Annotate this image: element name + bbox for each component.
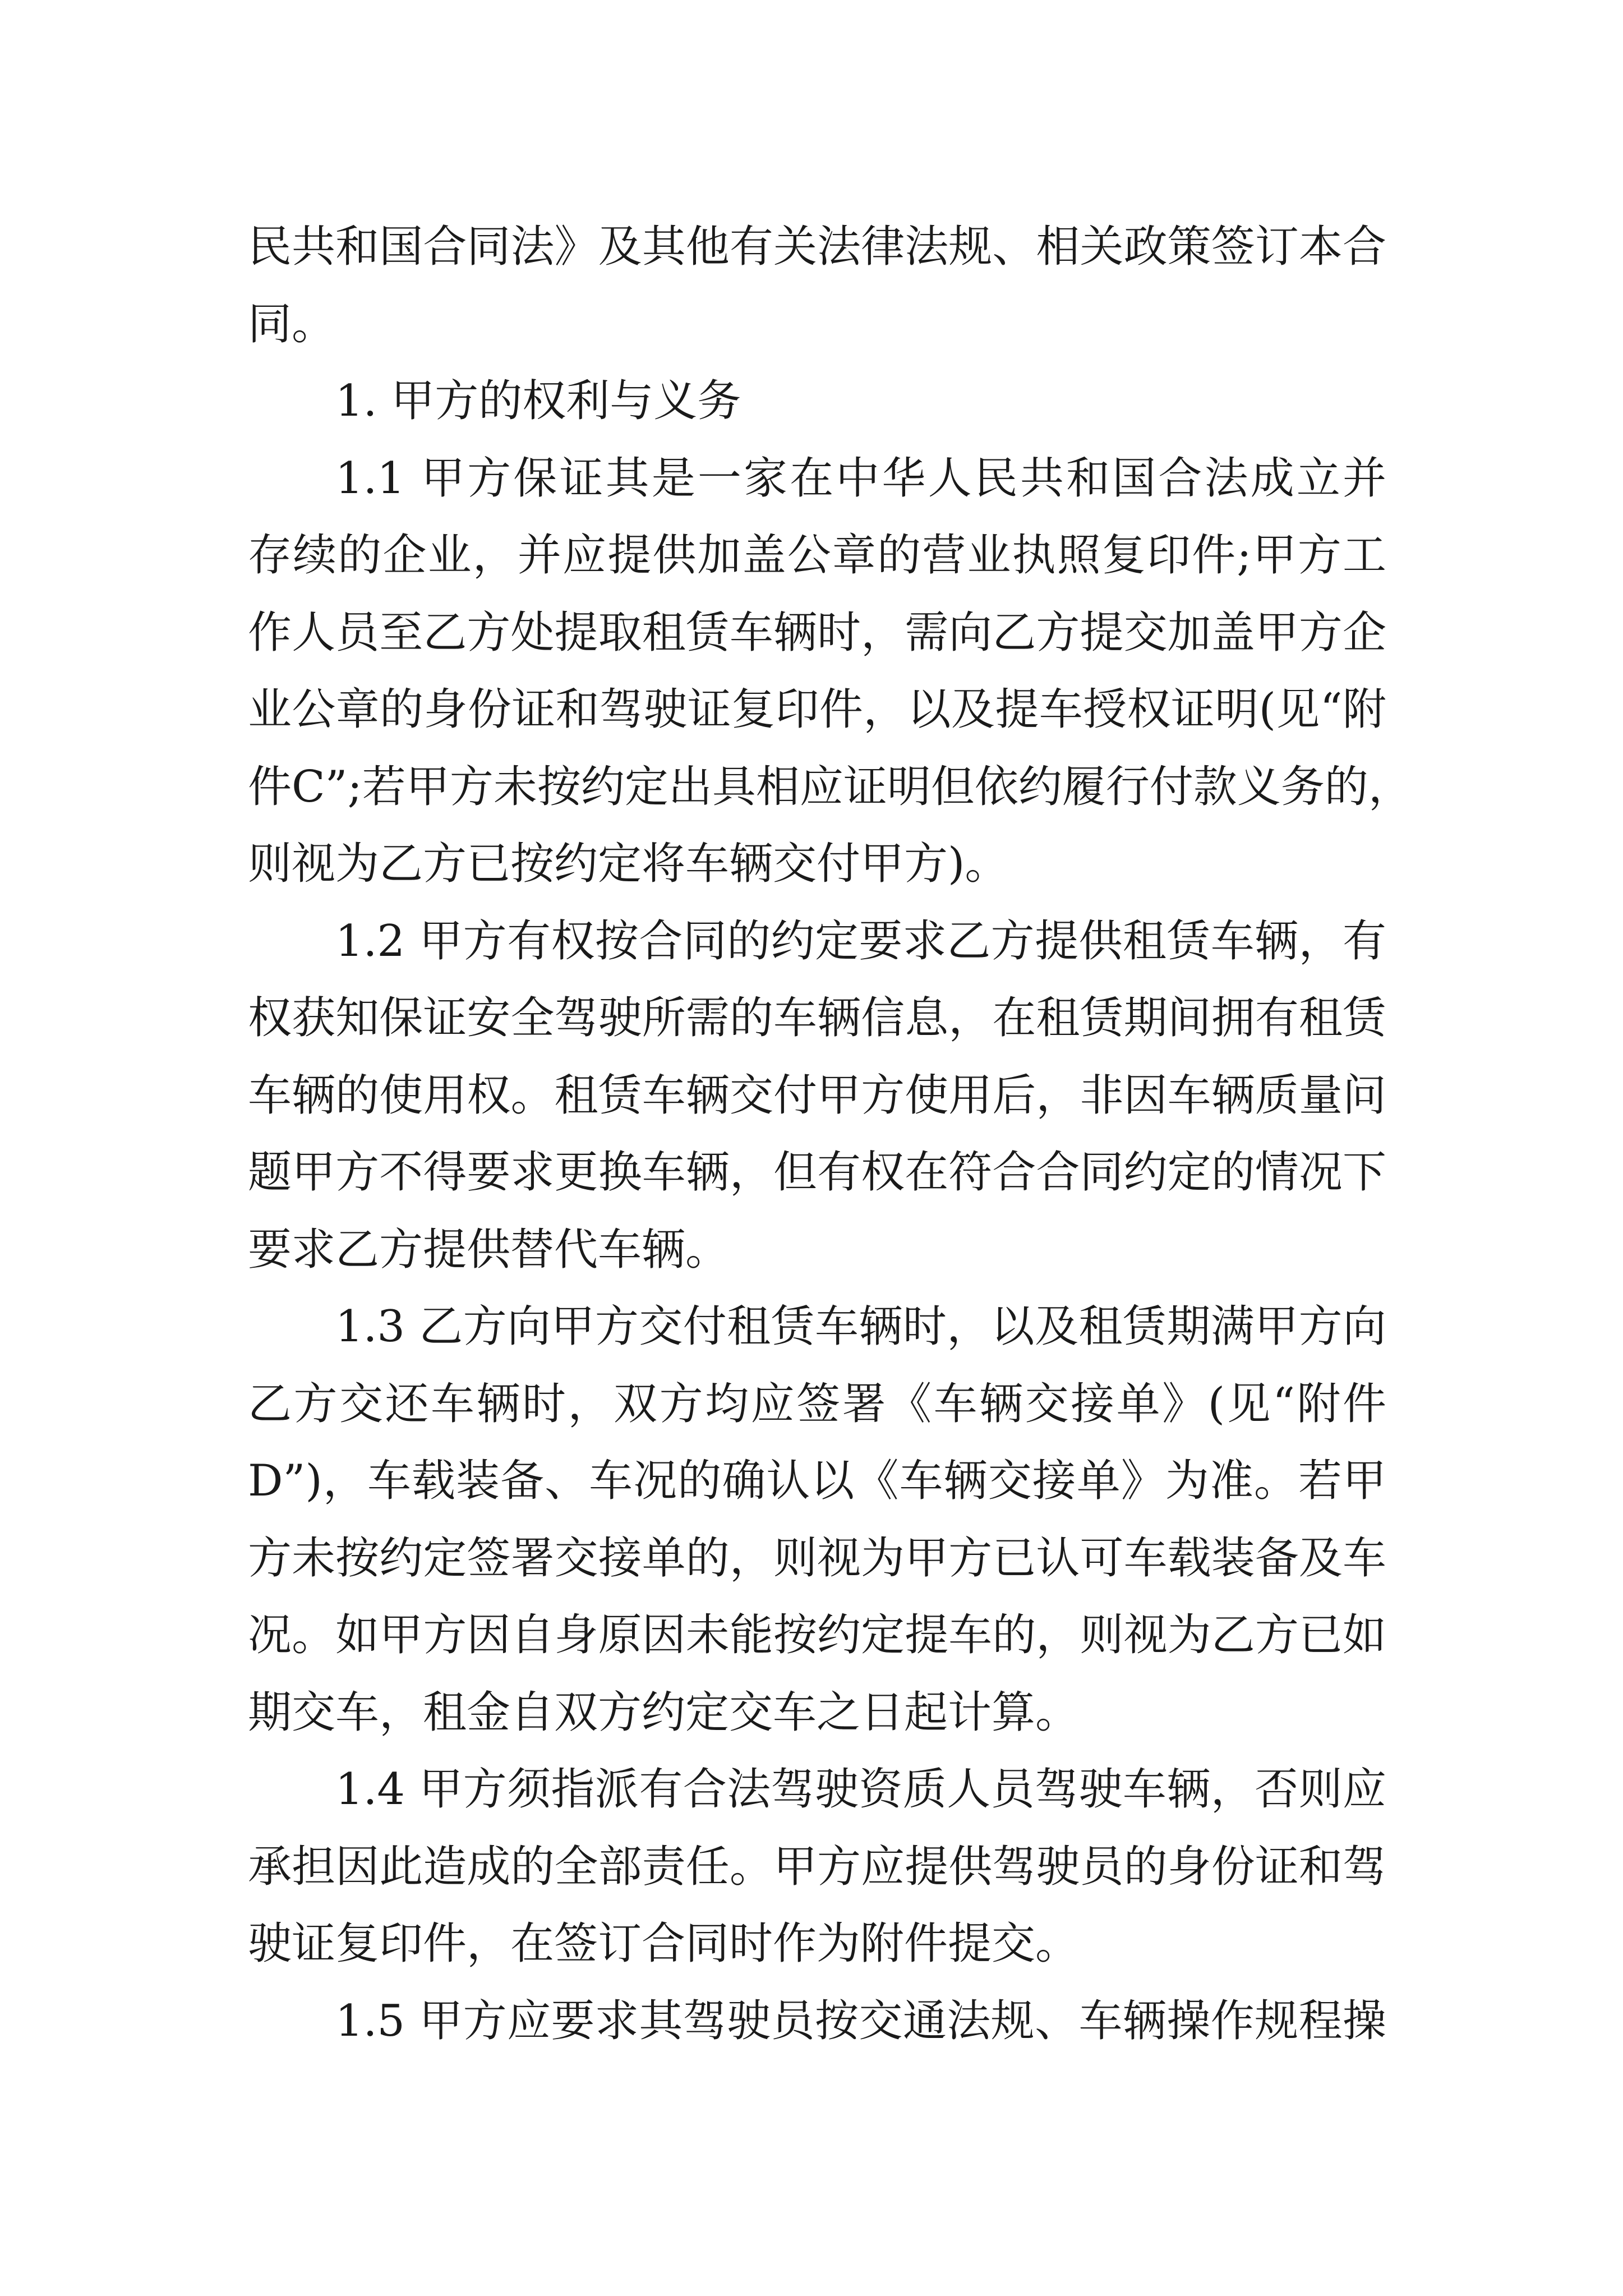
text-line: 民共和国合同法》及其他有关法律法规、相关政策签订本合 [248, 222, 1386, 272]
text-line: 车辆的使用权。租赁车辆交付甲方使用后，非因车辆质量问 [248, 1070, 1386, 1121]
text-line: D”)，车载装备、车况的确认以《车辆交接单》为准。若甲 [248, 1456, 1386, 1506]
clause-1-3-line: 1.3 乙方向甲方交付租赁车辆时，以及租赁期满甲方向 [335, 1301, 1386, 1352]
text-line: 乙方交还车辆时，双方均应签署《车辆交接单》(见“附件 [248, 1378, 1386, 1429]
clause-1-2-line: 1.2 甲方有权按合同的约定要求乙方提供租赁车辆，有 [335, 915, 1386, 967]
text-line: 存续的企业，并应提供加盖公章的营业执照复印件;甲方工 [248, 530, 1386, 581]
text-line: 作人员至乙方处提取租赁车辆时，需向乙方提交加盖甲方企 [248, 607, 1386, 658]
text-line: 同。 [248, 298, 336, 349]
text-line: 则视为乙方已按约定将车辆交付甲方)。 [248, 839, 1009, 889]
text-line: 承担因此造成的全部责任。甲方应提供驾驶员的身份证和驾 [248, 1841, 1386, 1892]
text-line: 件C”;若甲方未按约定出具相应证明但依约履行付款义务的， [248, 761, 1412, 812]
text-line: 业公章的身份证和驾驶证复印件，以及提车授权证明(见“附 [248, 684, 1386, 735]
text-line: 况。如甲方因自身原因未能按约定提车的，则视为乙方已如 [248, 1610, 1386, 1660]
text-line: 方未按约定签署交接单的，则视为甲方已认可车载装备及车 [248, 1533, 1386, 1584]
text-line: 要求乙方提供替代车辆。 [248, 1224, 730, 1275]
text-line: 期交车，租金自双方约定交车之日起计算。 [248, 1687, 1080, 1738]
text-line: 权获知保证安全驾驶所需的车辆信息，在租赁期间拥有租赁 [248, 993, 1386, 1043]
clause-1-5-line: 1.5 甲方应要求其驾驶员按交通法规、车辆操作规程操 [335, 1995, 1386, 2046]
section-heading: 1. 甲方的权利与义务 [335, 376, 741, 426]
clause-1-1-line: 1.1 甲方保证其是一家在中华人民共和国合法成立并 [335, 453, 1386, 504]
text-line: 驶证复印件，在签订合同时作为附件提交。 [248, 1918, 1080, 1969]
clause-1-4-line: 1.4 甲方须指派有合法驾驶资质人员驾驶车辆，否则应 [335, 1764, 1386, 1815]
document-body [248, 209, 1412, 2060]
text-line: 题甲方不得要求更换车辆，但有权在符合合同约定的情况下 [248, 1147, 1386, 1198]
